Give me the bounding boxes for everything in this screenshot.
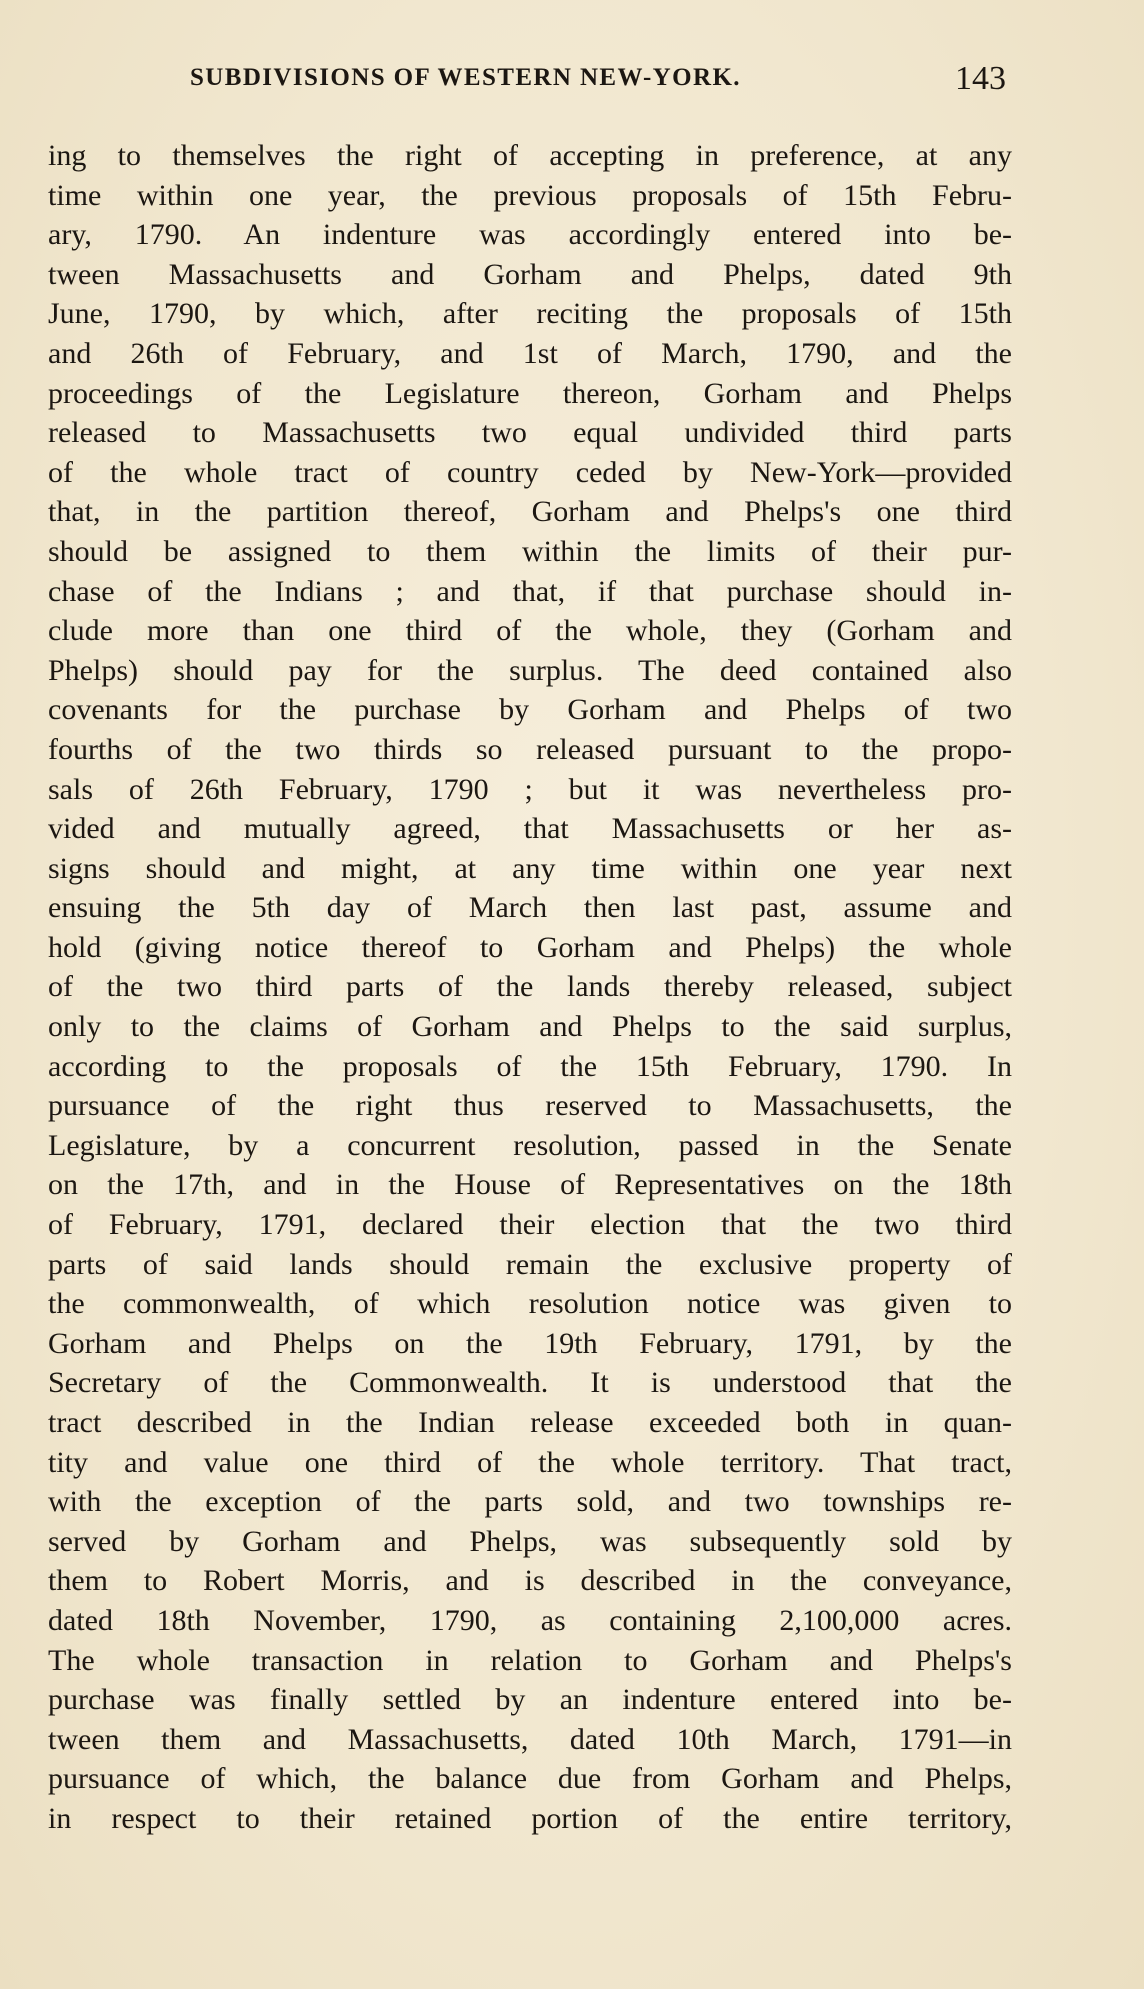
text-line: vided and mutually agreed, that Massachusetts or her as-	[48, 812, 1012, 846]
running-head	[190, 60, 1006, 110]
text-line: pursuance of which, the balance due from Gorham and Phelps,	[48, 1762, 1012, 1796]
text-line: sals of 26th February, 1790 ; but it was nevertheless pro-	[48, 772, 1012, 806]
text-line: hold (giving notice thereof to Gorham and Phelps) the whole	[48, 930, 1012, 964]
text-line: that, in the partition thereof, Gorham and Phelps's one third	[48, 495, 1012, 529]
text-line: of the two third parts of the lands thereby released, subject	[48, 970, 1012, 1004]
text-line: tity and value one third of the whole territory. That tract,	[48, 1445, 1012, 1479]
text-line: according to the proposals of the 15th February, 1790. In	[48, 1049, 1012, 1083]
text-line: on the 17th, and in the House of Representatives on the 18th	[48, 1168, 1012, 1202]
body-text	[48, 136, 1012, 1839]
text-line: tween them and Massachusetts, dated 10th March, 1791—in	[48, 1722, 1012, 1756]
text-line: only to the claims of Gorham and Phelps to the said surplus,	[48, 1010, 1012, 1044]
text-line: should be assigned to them within the limits of their pur-	[48, 534, 1012, 568]
text-line: chase of the Indians ; and that, if that purchase should in-	[48, 574, 1012, 608]
text-line: Legislature, by a concurrent resolution, passed in the Senate	[48, 1128, 1012, 1162]
text-line: pursuance of the right thus reserved to Massachusetts, the	[48, 1089, 1012, 1123]
text-line: and 26th of February, and 1st of March, 1790, and the	[48, 336, 1012, 370]
text-line: time within one year, the previous proposals of 15th Febru-	[48, 178, 1012, 212]
text-line: of the whole tract of country ceded by New-York—provided	[48, 455, 1012, 489]
text-line: Phelps) should pay for the surplus. The deed contained also	[48, 653, 1012, 687]
text-line: proceedings of the Legislature thereon, Gorham and Phelps	[48, 376, 1012, 410]
text-line: the commonwealth, of which resolution notice was given to	[48, 1287, 1012, 1321]
running-title: SUBDIVISIONS OF WESTERN NEW-YORK.	[190, 64, 741, 91]
text-line: ensuing the 5th day of March then last past, assume and	[48, 891, 1012, 925]
text-line: ary, 1790. An indenture was accordingly entered into be-	[48, 218, 1012, 252]
text-line: released to Massachusetts two equal undivided third parts	[48, 416, 1012, 450]
text-line: covenants for the purchase by Gorham and Phelps of two	[48, 693, 1012, 727]
text-line: parts of said lands should remain the exclusive property of	[48, 1247, 1012, 1281]
page-number: 143	[955, 60, 1006, 97]
text-line: tween Massachusetts and Gorham and Phelps, dated 9th	[48, 257, 1012, 291]
text-line: with the exception of the parts sold, and two townships re-	[48, 1485, 1012, 1519]
text-line: served by Gorham and Phelps, was subsequently sold by	[48, 1524, 1012, 1558]
text-line: signs should and might, at any time within one year next	[48, 851, 1012, 885]
text-line: ing to themselves the right of accepting in preference, at any	[48, 139, 1012, 172]
text-line: purchase was finally settled by an indenture entered into be-	[48, 1683, 1012, 1717]
text-line: Secretary of the Commonwealth. It is understood that the	[48, 1366, 1012, 1400]
text-line: June, 1790, by which, after reciting the proposals of 15th	[48, 297, 1012, 331]
text-line: in respect to their retained portion of the entire territory,	[48, 1801, 1012, 1835]
text-line: The whole transaction in relation to Gorham and Phelps's	[48, 1643, 1012, 1677]
text-line: dated 18th November, 1790, as containing 2,100,000 acres.	[48, 1603, 1012, 1637]
text-line: them to Robert Morris, and is described in the conveyance,	[48, 1564, 1012, 1598]
text-line: Gorham and Phelps on the 19th February, 1791, by the	[48, 1326, 1012, 1360]
text-line: clude more than one third of the whole, they (Gorham and	[48, 614, 1012, 648]
text-line: fourths of the two thirds so released pursuant to the propo-	[48, 732, 1012, 766]
text-line: of February, 1791, declared their election that the two third	[48, 1208, 1012, 1242]
text-line: tract described in the Indian release exceeded both in quan-	[48, 1406, 1012, 1439]
